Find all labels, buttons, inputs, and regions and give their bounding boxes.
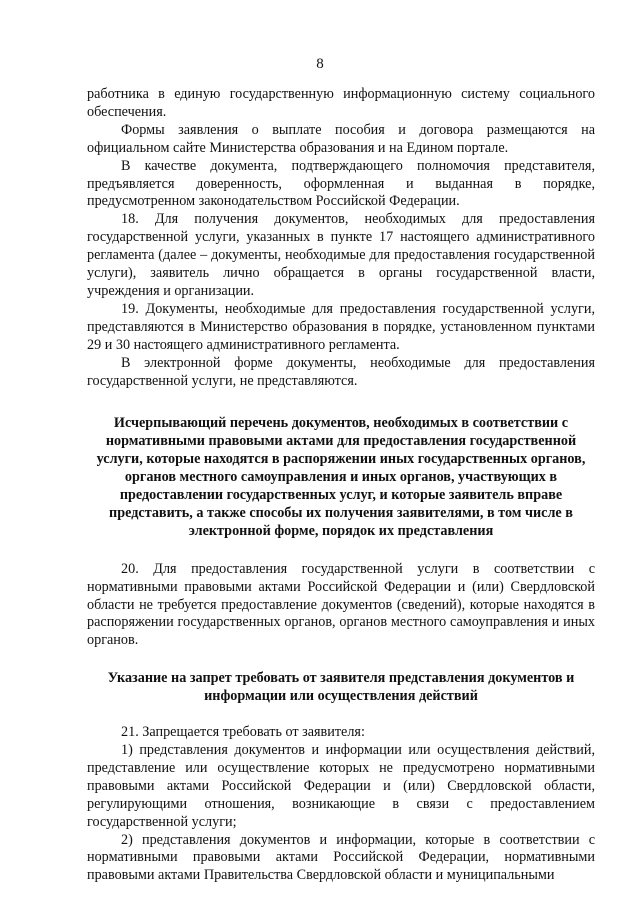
spacer (87, 390, 595, 415)
section-heading-documents: Исчерпывающий перечень документов, необходимых в соответствии с нормативными правовыми актами для предоставления государственной услуги, которые находятся в распоряжении иных государственных органов, органов местного самоуправления и иных органов, участвующих в предоставлении государственных услуг, и которые заявитель вправе представить, а также способы их получения заявителями, в том числе в электронной форме, порядок их представления (96, 415, 586, 539)
spacer (87, 706, 595, 724)
paragraph-electronic: В электронной форме документы, необходимые для предоставления государственной услуги, не представляются. (87, 354, 595, 389)
page-number: 8 (316, 56, 324, 72)
section-heading-prohibition: Указание на запрет требовать от заявителя представления документов и информации или осуществления действий (107, 670, 575, 705)
paragraph-21-item-2: 2) представления документов и информации, которые в соответствии с нормативными правовыми актами Российской Федерации, нормативными правовыми актами Правительства Свердловской области и муниципальными (87, 831, 595, 884)
paragraph-18: 18. Для получения документов, необходимых для предоставления государственной услуги, указанных в пункте 17 настоящего административного регламента (далее – документы, необходимые для предоставления государственной услуги), заявитель лично обращается в органы государственной власти, учреждения и организации. (87, 211, 595, 299)
spacer (87, 541, 595, 561)
document-body (87, 86, 595, 885)
paragraph-21: 21. Запрещается требовать от заявителя: (121, 724, 365, 741)
paragraph-19: 19. Документы, необходимые для предоставления государственной услуги, представляются в Министерство образования в порядке, установленном пунктами 29 и 30 настоящего административного регламента. (87, 300, 595, 353)
paragraph-representative: В качестве документа, подтверждающего полномочия представителя, предъявляется доверенность, оформленная и выданная в порядке, предусмотренном законодательством Российской Федерации. (87, 157, 595, 210)
paragraph-20: 20. Для предоставления государственной услуги в соответствии с нормативными правовыми актами Российской Федерации и (или) Свердловской области не требуется предоставление документов (сведений), которые находятся в распоряжении государственных органов, органов местного самоуправления и иных органов. (87, 560, 595, 649)
spacer (87, 650, 595, 670)
paragraph-continuation: работника в единую государственную информационную систему социального обеспечения. (87, 86, 595, 120)
paragraph-21-item-1: 1) представления документов и информации или осуществления действий, представление или осуществление которых не предусмотрено нормативными правовыми актами Российской Федерации и (или) Свердловской области, регулирующими отношения, возникающие в связи с предоставлением государственной услуги; (87, 742, 595, 830)
paragraph-forms: Формы заявления о выплате пособия и договора размещаются на официальном сайте Министерства образования и на Едином портале. (87, 121, 595, 156)
